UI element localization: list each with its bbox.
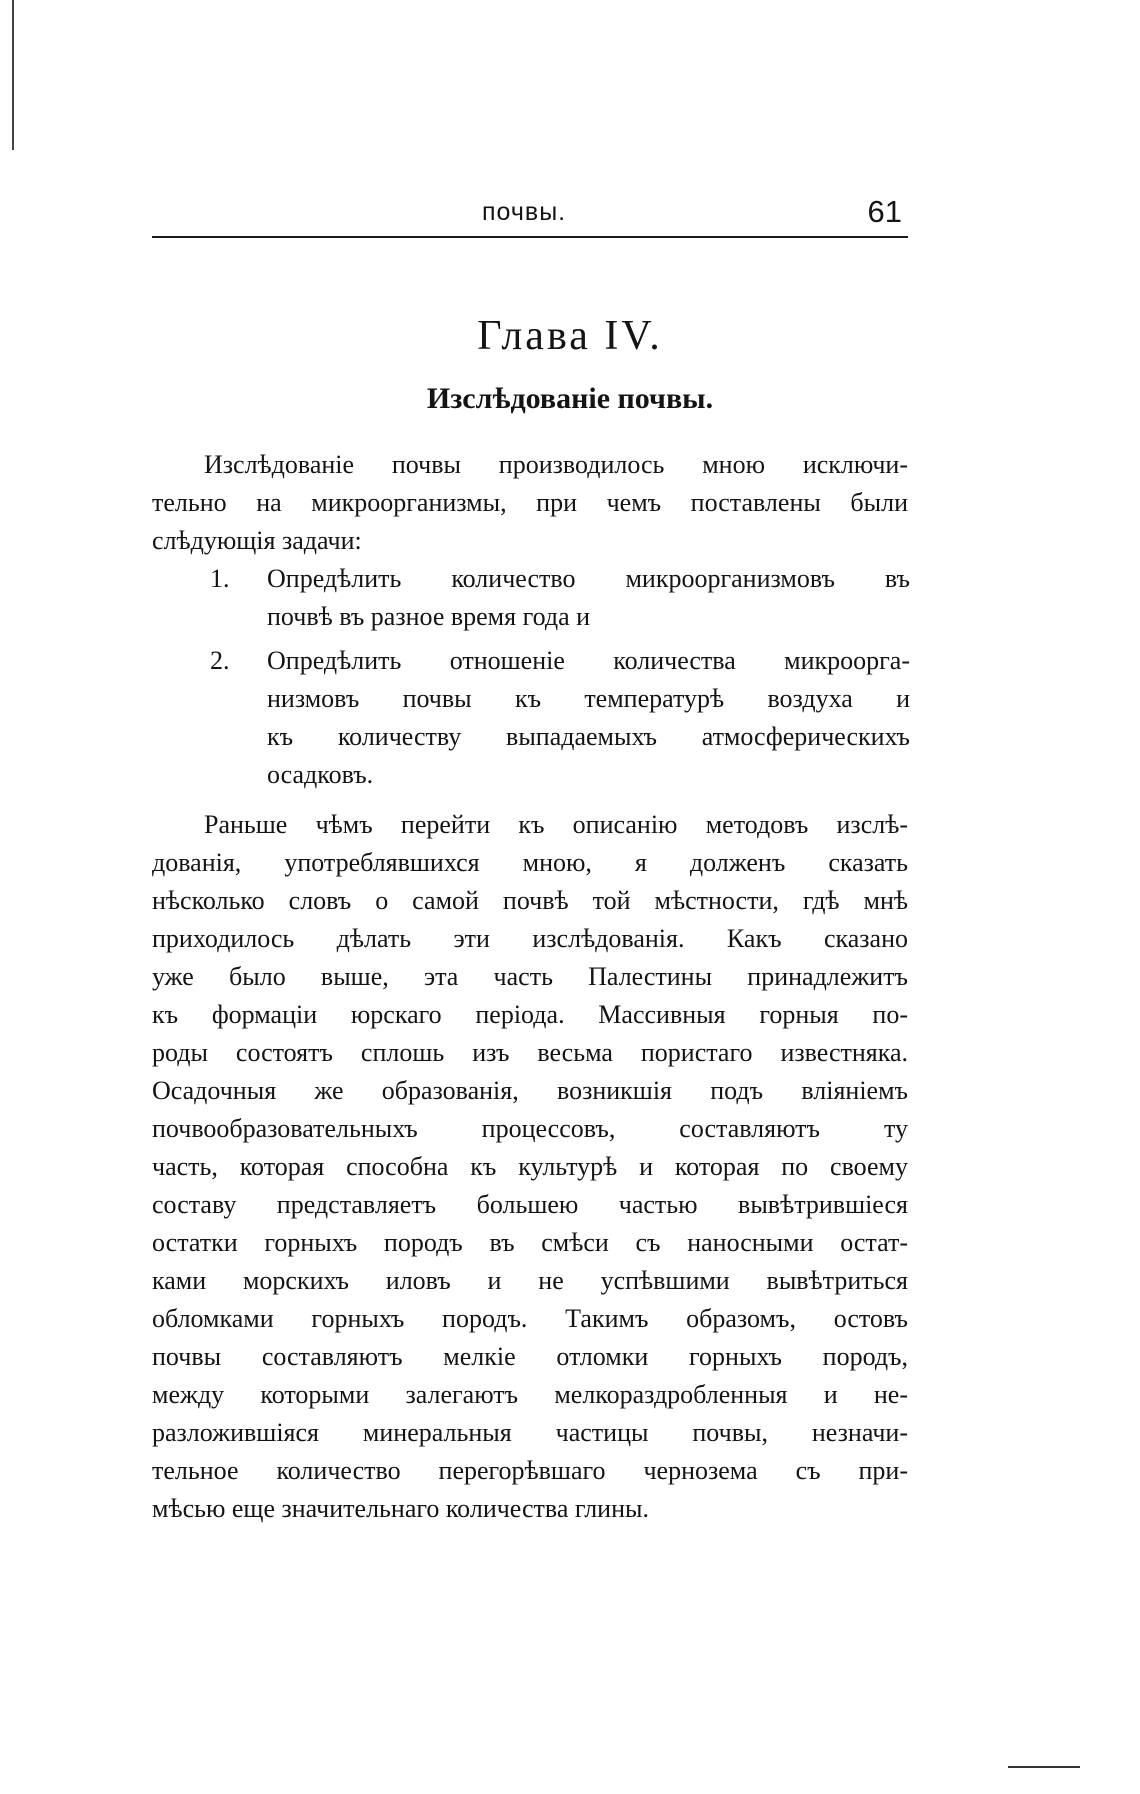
page-edge-right	[1008, 1766, 1080, 1768]
text-line: дованія, употреблявшихся мною, я долженъ сказать	[152, 848, 908, 877]
text-line: ками морскихъ иловъ и не успѣвшими вывѣтриться	[152, 1266, 908, 1295]
section-title: Изслѣдованіе почвы.	[426, 382, 714, 415]
chapter-title: Глава IV.	[477, 313, 663, 359]
text-line: тельное количество перегорѣвшаго чернозема съ при-	[152, 1456, 908, 1485]
task-number: 2.	[210, 646, 230, 675]
page-edge-left	[12, 0, 14, 150]
text-line: низмовъ почвы къ температурѣ воздуха и	[267, 684, 910, 713]
page-header	[152, 190, 908, 244]
text-line: приходилось дѣлать эти изслѣдованія. Какъ сказано	[152, 924, 908, 953]
page-number: 61	[867, 194, 902, 229]
text-line: къ количеству выпадаемыхъ атмосферическихъ	[267, 722, 910, 751]
main-paragraph	[152, 806, 908, 1528]
text-line: тельно на микроорганизмы, при чемъ поставлены были	[152, 488, 908, 517]
text-line: остатки горныхъ породъ въ смѣси съ наносными остат-	[152, 1228, 908, 1257]
header-rule	[152, 236, 908, 238]
text-line: Опредѣлить отношеніе количества микроорга-	[267, 646, 910, 675]
running-head: почвы.	[482, 198, 567, 226]
intro-paragraph	[152, 446, 908, 560]
text-line: Опредѣлить количество микроорганизмовъ въ	[267, 564, 910, 593]
text-line: уже было выше, эта часть Палестины принадлежитъ	[152, 962, 908, 991]
text-line: почвы составляютъ мелкіе отломки горныхъ породъ,	[152, 1342, 908, 1371]
text-line: осадковъ.	[267, 760, 374, 789]
text-line: часть, которая способна къ культурѣ и которая по своему	[152, 1152, 908, 1181]
text-line: нѣсколько словъ о самой почвѣ той мѣстности, гдѣ мнѣ	[152, 886, 908, 915]
text-line: роды состоятъ сплошь изъ весьма пористаго известняка.	[152, 1038, 908, 1067]
text-line: Раньше чѣмъ перейти къ описанію методовъ изслѣ-	[204, 810, 908, 839]
text-line: слѣдующія задачи:	[152, 526, 362, 555]
text-line: почвообразовательныхъ процессовъ, составляютъ ту	[152, 1114, 908, 1143]
text-line: Осадочныя же образованія, возникшія подъ вліяніемъ	[152, 1076, 908, 1105]
text-line: составу представляетъ большею частью вывѣтрившіеся	[152, 1190, 908, 1219]
task-number: 1.	[210, 564, 230, 593]
text-line: обломками горныхъ породъ. Такимъ образомъ, остовъ	[152, 1304, 908, 1333]
text-line: между которыми залегаютъ мелкораздробленныя и не-	[152, 1380, 908, 1409]
text-line: къ формаціи юрскаго періода. Массивныя горныя по-	[152, 1000, 908, 1029]
text-line: мѣсью еще значительнаго количества глины.	[152, 1494, 649, 1523]
text-line: разложившіяся минеральныя частицы почвы, незначи-	[152, 1418, 908, 1447]
text-line: Изслѣдованіе почвы производилось мною исключи-	[204, 450, 908, 479]
text-line: почвѣ въ разное время года и	[267, 602, 591, 631]
